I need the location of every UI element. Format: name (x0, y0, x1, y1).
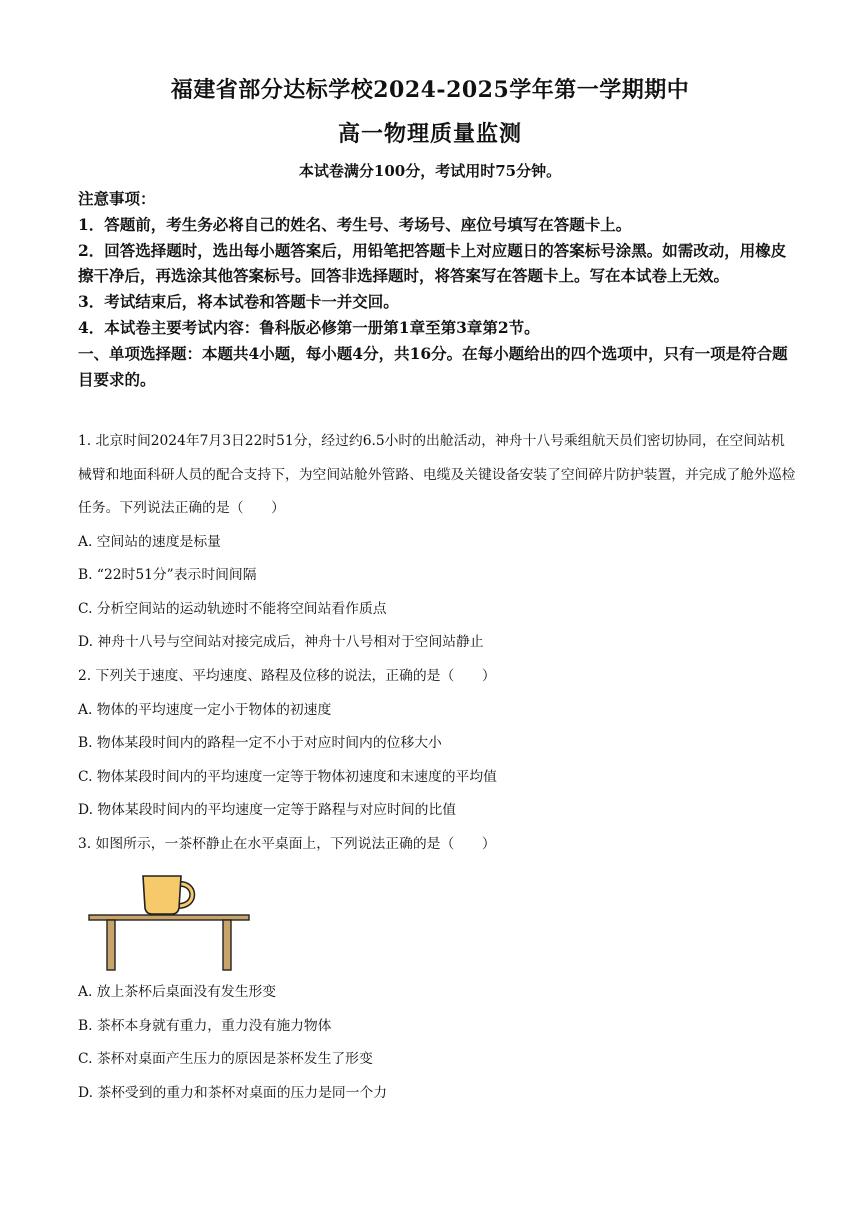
option-a: A. 空间站的速度是标量 (78, 533, 221, 550)
section-heading: 一、单项选择题：本题共4小题，每小题4分，共16分。在每小题给出的四个选项中，只有一项是符合题目要求的。 (78, 343, 788, 389)
note-item: 4．本试卷主要考试内容：鲁科版必修第一册第1章至第3章第2节。 (78, 317, 540, 337)
option-b: B. “22时51分”表示时间间隔 (78, 567, 257, 583)
option-c: C. 茶杯对桌面产生压力的原因是茶杯发生了形变 (78, 1051, 373, 1067)
question-3-options (78, 976, 798, 1110)
question-stem: 2. 下列关于速度、平均速度、路程及位移的说法，正确的是（ ） (78, 668, 496, 684)
cup-body (143, 876, 181, 914)
exam-subject-title: 高一物理质量监测 (337, 121, 522, 147)
table-leg-left (107, 920, 115, 970)
note-item: 2．回答选择题时，选出每小题答案后，用铅笔把答题卡上对应题日的答案标号涂黑。如需改动，用橡皮擦干净后，再选涂其他答案标号。回答非选择题时，将答案写在答题卡上。写在本试卷上无效。 (78, 240, 787, 286)
option-b: B. 茶杯本身就有重力，重力没有施力物体 (78, 1017, 332, 1034)
question-2 (78, 660, 798, 828)
option-a: A. 物体的平均速度一定小于物体的初速度 (78, 701, 332, 718)
question-1 (78, 425, 798, 660)
option-d: D. 神舟十八号与空间站对接完成后，神舟十八号相对于空间站静止 (78, 634, 484, 650)
notes-section (78, 186, 788, 392)
note-item: 1．答题前，考生务必将自己的姓名、考生号、考场号、座位号填写在答题卡上。 (78, 214, 632, 234)
option-a: A. 放上茶杯后桌面没有发生形变 (78, 984, 277, 1000)
notes-heading: 注意事项： (78, 189, 156, 208)
option-c: C. 物体某段时间内的平均速度一定等于物体初速度和末速度的平均值 (78, 768, 497, 785)
question-stem: 3. 如图所示，一茶杯静止在水平桌面上，下列说法正确的是（ ） (78, 836, 496, 852)
question-stem: 1. 北京时间2024年7月3日22时51分，经过约6.5小时的出舱活动，神舟十八号乘组航天员们密切协同，在空间站机械臂和地面科研人员的配合支持下，为空间站舱外管路、电缆及关键设备安装了空间碎片防护装置，并完成了舱外巡检任务。下列说法正确的是（ ） (78, 433, 796, 516)
question-3 (78, 828, 798, 862)
table-leg-right (223, 920, 231, 970)
cup-on-table-figure (86, 870, 256, 974)
table-top (89, 915, 249, 920)
exam-title: 福建省部分达标学校2024-2025学年第一学期期中 (170, 77, 690, 103)
note-item: 3．考试结束后，将本试卷和答题卡一并交回。 (78, 292, 399, 312)
exam-info: 本试卷满分100分，考试用时75分钟。 (298, 162, 562, 180)
option-b: B. 物体某段时间内的路程一定不小于对应时间内的位移大小 (78, 735, 442, 751)
option-d: D. 物体某段时间内的平均速度一定等于路程与对应时间的比值 (78, 802, 457, 818)
option-d: D. 茶杯受到的重力和茶杯对桌面的压力是同一个力 (78, 1084, 388, 1101)
option-c: C. 分析空间站的运动轨迹时不能将空间站看作质点 (78, 600, 387, 617)
